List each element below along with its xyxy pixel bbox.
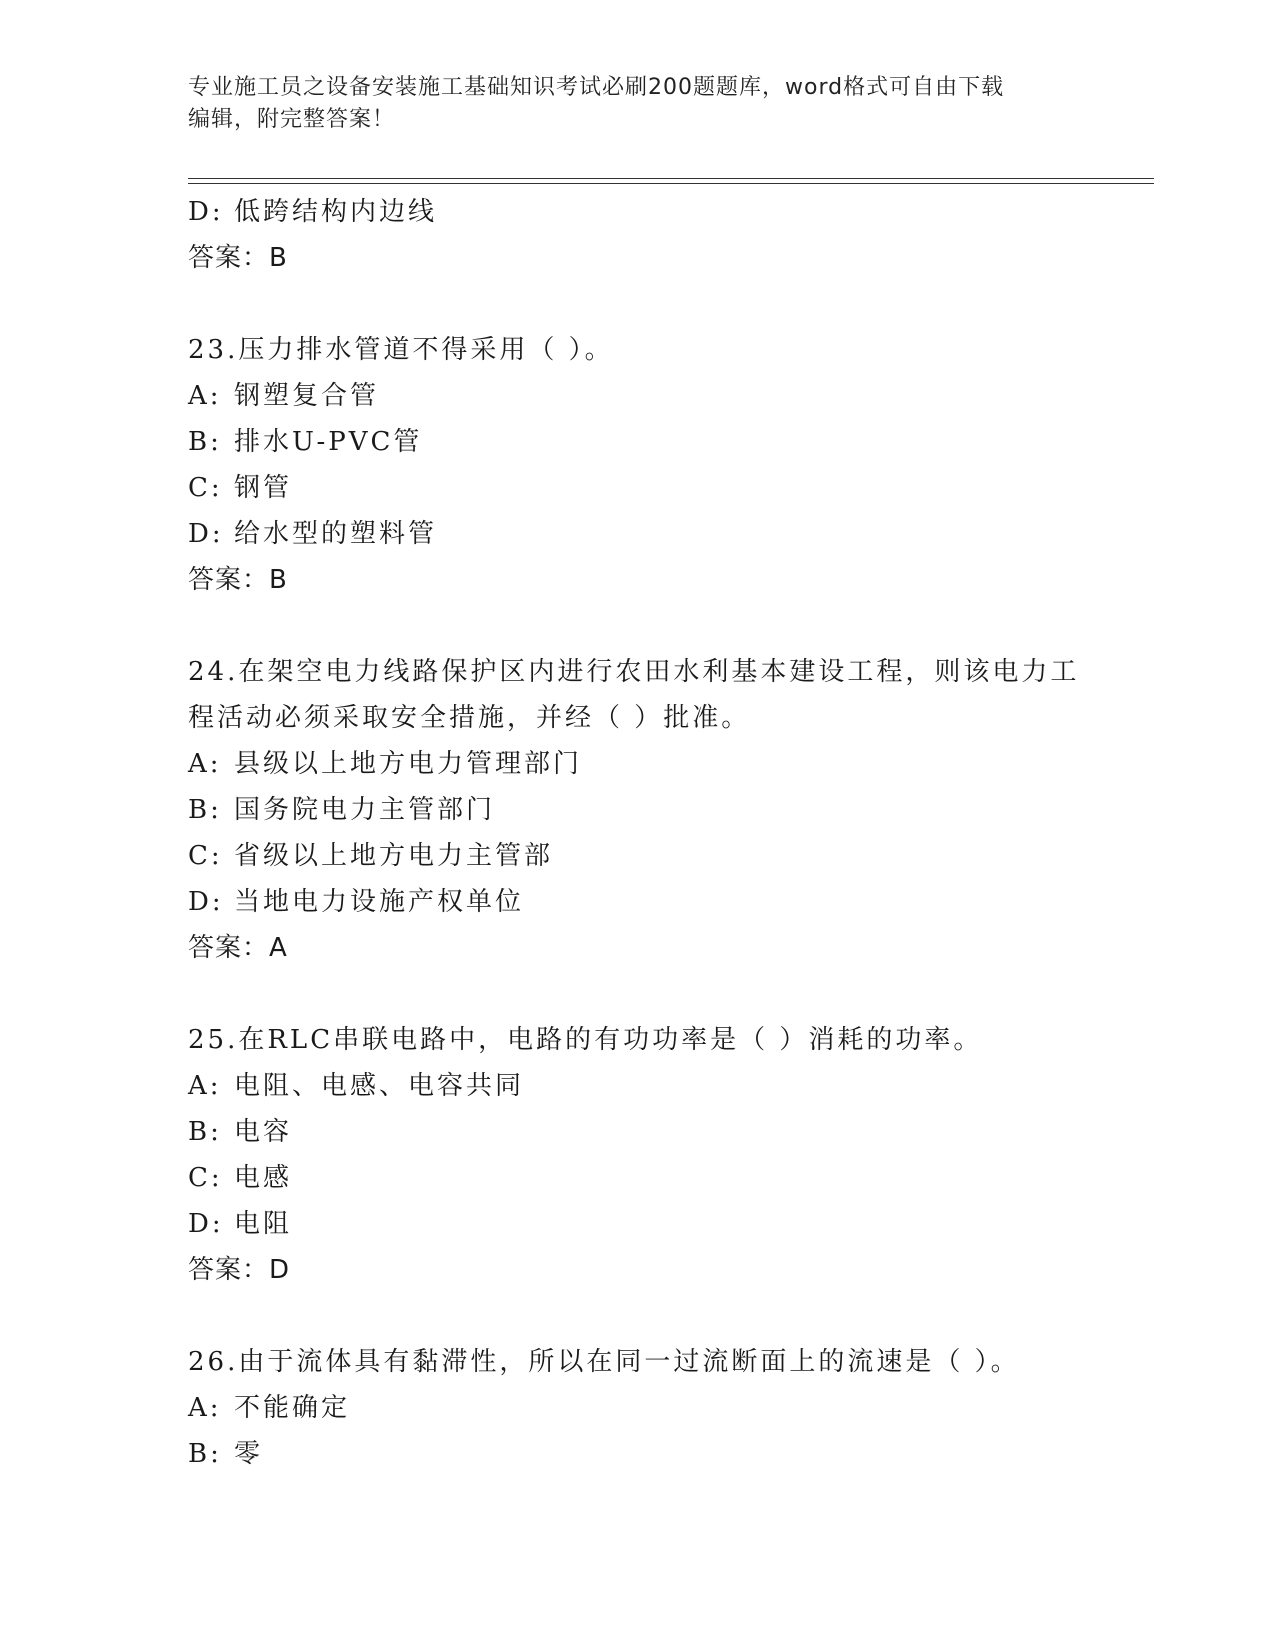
option-c bbox=[188, 833, 1128, 879]
option-label: C: bbox=[188, 841, 223, 871]
option-b bbox=[188, 1109, 1128, 1155]
document-header bbox=[188, 72, 1088, 136]
option-label: B: bbox=[188, 1439, 222, 1469]
answer: 答案：B bbox=[188, 243, 288, 273]
option-c bbox=[188, 465, 1128, 511]
option-label: B: bbox=[188, 795, 222, 825]
option-label: B: bbox=[188, 427, 222, 457]
option-label: B: bbox=[188, 1117, 222, 1147]
header-line-2: 编辑，附完整答案！ bbox=[188, 107, 396, 132]
question-stem: 26.由于流体具有黏滞性，所以在同一过流断面上的流速是（ ）。 bbox=[188, 1347, 1020, 1377]
question-stem: 24.在架空电力线路保护区内进行农田水利基本建设工程，则该电力工 bbox=[188, 657, 1080, 687]
option-label: D: bbox=[188, 197, 224, 227]
option-d bbox=[188, 879, 1128, 925]
option-a bbox=[188, 1063, 1128, 1109]
option-label: C: bbox=[188, 473, 223, 503]
option-text: 零 bbox=[234, 1439, 264, 1469]
header-line-1: 专业施工员之设备安装施工基础知识考试必刷200题题库，word格式可自由下载 bbox=[188, 75, 1005, 100]
question-25 bbox=[188, 1017, 1128, 1293]
option-text: 电阻 bbox=[234, 1209, 293, 1239]
option-label: A: bbox=[188, 1393, 222, 1423]
option-text: 国务院电力主管部门 bbox=[234, 795, 496, 825]
option-label: D: bbox=[188, 519, 224, 549]
option-label: C: bbox=[188, 1163, 223, 1193]
option-c bbox=[188, 1155, 1128, 1201]
option-a bbox=[188, 373, 1128, 419]
question-26 bbox=[188, 1339, 1128, 1477]
option-label: A: bbox=[188, 1071, 222, 1101]
spacer bbox=[188, 1293, 1128, 1339]
option-text: 省级以上地方电力主管部 bbox=[234, 841, 554, 871]
option-d bbox=[188, 189, 1128, 235]
option-text: 排水U-PVC管 bbox=[234, 427, 423, 457]
header-rule-top bbox=[188, 178, 1154, 179]
question-stem: 23.压力排水管道不得采用（ ）。 bbox=[188, 335, 614, 365]
option-b bbox=[188, 1431, 1128, 1477]
option-a bbox=[188, 1385, 1128, 1431]
option-a bbox=[188, 741, 1128, 787]
option-label: A: bbox=[188, 749, 222, 779]
option-label: A: bbox=[188, 381, 222, 411]
option-text: 钢塑复合管 bbox=[234, 381, 380, 411]
option-label: D: bbox=[188, 887, 224, 917]
option-label: D: bbox=[188, 1209, 224, 1239]
document-body bbox=[188, 189, 1128, 1477]
answer: 答案：A bbox=[188, 933, 288, 963]
spacer bbox=[188, 971, 1128, 1017]
option-text: 县级以上地方电力管理部门 bbox=[234, 749, 583, 779]
question-stem: 25.在RLC串联电路中，电路的有功功率是（ ）消耗的功率。 bbox=[188, 1025, 983, 1055]
spacer bbox=[188, 281, 1128, 327]
option-text: 当地电力设施产权单位 bbox=[234, 887, 525, 917]
question-stem-continued: 程活动必须采取安全措施，并经（ ）批准。 bbox=[188, 703, 751, 733]
option-text: 给水型的塑料管 bbox=[234, 519, 438, 549]
option-text: 不能确定 bbox=[234, 1393, 351, 1423]
question-24 bbox=[188, 649, 1128, 971]
spacer bbox=[188, 603, 1128, 649]
header-rule-bottom bbox=[188, 183, 1154, 184]
option-text: 低跨结构内边线 bbox=[234, 197, 438, 227]
answer: 答案：B bbox=[188, 565, 288, 595]
answer: 答案：D bbox=[188, 1255, 291, 1285]
option-text: 电感 bbox=[234, 1163, 293, 1193]
option-d bbox=[188, 1201, 1128, 1247]
option-b bbox=[188, 419, 1128, 465]
option-text: 钢管 bbox=[234, 473, 293, 503]
option-text: 电阻、电感、电容共同 bbox=[234, 1071, 525, 1101]
option-d bbox=[188, 511, 1128, 557]
option-b bbox=[188, 787, 1128, 833]
option-text: 电容 bbox=[234, 1117, 293, 1147]
question-23 bbox=[188, 327, 1128, 603]
